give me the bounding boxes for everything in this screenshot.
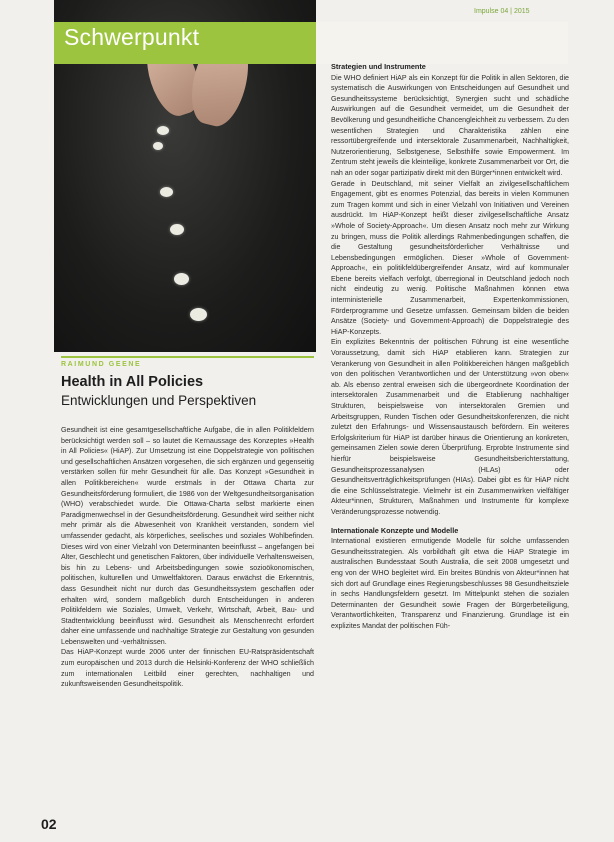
header-band	[316, 22, 568, 64]
page-number: 02	[41, 816, 57, 832]
paragraph: Gesundheit ist eine gesamtgesellschaftliche Aufgabe, die in allen Politikfeldern berücksichtigt werden soll – so lautet die Kernaussage des Konzeptes »Health in All Policies« (HiAP). Zur Umsetzung ist eine Doppelstrategie von politischen und gesellschaftlichen Ansätzen vorgesehen, die sich ergänzen und gegenseitig verstärken sollen für mehr Gesundheit für alle. Das Konzept »Gesundheit in allen Politikbereichen« wurde erstmals in der Ottawa Charta zur Gesundheitsförderung formuliert, die 1986 von der Weltgesundheitsorganisation (WHO) verabschiedet wurde. Die Ottawa-Charta selbst markierte einen Paradigmenwechsel in der Gesundheitsförderung. Gesundheit wird seither nicht mehr primär als die Abwesenheit von Krankheit verstanden, sondern viel umfassender gedacht, als körperliches, seelisches und soziales Wohlbefinden. Dieses wird von einer Vielzahl von Determinanten beeinflusst – angefangen bei Alter, Geschlecht und genetischen Faktoren, über individuelle Verhaltensweisen, bis hin zu Lebens- und Arbeitsbedingungen sowie sozioökonomischen, politischen, kulturellen und Umweltfaktoren. Daraus erwächst die Erkenntnis, dass Gesundheit nicht nur durch das Gesundheitssystem geschaffen oder erhalten wird, sondern maßgeblich durch Entscheidungen in anderen Politikfeldern wie Soziales, Umwelt, Verkehr, Wirtschaft, Arbeit, Bau- und Stadtentwicklung beeinflusst wird. Gesundheit als Menschenrecht erfordert daher eine umfassende und nachhaltige Strategie zur Gestaltung von gesunden Lebenswelten und -verhältnissen.	[61, 426, 314, 646]
issue-label: Impulse 04 | 2015	[474, 8, 530, 15]
spacer	[331, 518, 569, 526]
paragraph: Gerade in Deutschland, mit seiner Vielfalt an zivilgesellschaftlichem Engagement, gibt es enormes Potenzial, das bereits in vielen Kommunen zum Tragen kommt und sich in einer Vielzahl von Initiativen und Vereinen ausdrückt. Im HiAP-Konzept heißt dieser zivilgesellschaftliche Ansatz »Whole of Society-Approach«. Um diesen Ansatz noch mehr zur Wirkung zu bringen, muss die Politik allerdings Rahmenbedingungen schaffen, die die Gestaltung gesundheitsförderlicher Verhältnisse und Lebensbedingungen ermöglichen. Dieser »Whole of Government-Approach«, ein politikfeldübergreifender Ansatz, wird auf kommunaler Ebene bereits vielfach verfolgt, überregional in Deutschland jedoch noch nicht eindeutig zu wenig. Politische Maßnahmen können etwa interministerielle Zusammenarbeit, Expertenkommissionen, Förderprogramme und Gesetze umfassen. Gemeinsam bilden die beiden Ansätze (Society- und Government-Approach) die Doppelstrategie des HiAP-Konzepts.	[331, 179, 569, 336]
author-name: RAIMUND GEENE	[61, 361, 142, 368]
article-subtitle: Entwicklungen und Perspektiven	[61, 393, 257, 408]
crumb	[160, 187, 173, 197]
crumb	[190, 308, 207, 321]
paragraph: International existieren ermutigende Modelle für solche umfassenden Gesundheitsstrategien. Als vorbildhaft gilt etwa die HiAP Strategie im australischen Bundesstaat South Australia, die seit 2008 umgesetzt und eng von der WHO begleitet wird. Ein breites Bündnis von Akteur*innen hat sich dort auf Grundlage eines Regierungsbeschlusses 98 Gesundheitsziele in sechs Handlungsfeldern gesetzt. Im Mittelpunkt stehen die sozialen Determinanten der Gesundheit sowie Fragen der Bürgerbeteiligung, Verantwortlichkeiten, Transparenz und Finanzierung. Grundlage ist ein explizites Mandat der politischen Füh-	[331, 537, 569, 630]
subheading: Strategien und Instrumente	[331, 62, 426, 71]
article-title: Health in All Policies	[61, 374, 204, 390]
paragraph: Das HiAP-Konzept wurde 2006 unter der finnischen EU-Ratspräsidentschaft zum europäischen und 2013 durch die Helsinki-Konferenz der WHO schließlich zum internationalen Leitbild einer gerechten, nachhaltigen und zukunftsweisenden Gesundheitspolitik.	[61, 648, 314, 689]
section-title: Schwerpunkt	[64, 24, 200, 50]
right-column	[331, 62, 569, 837]
subheading: Internationale Konzepte und Modelle	[331, 525, 459, 535]
crumb	[157, 126, 169, 135]
paragraph: Ein explizites Bekenntnis der politischen Führung ist eine wesentliche Voraussetzung, damit sich HiAP etablieren kann. Strategien zur Verankerung von Gesundheit in allen Politikbereichen hängen maßgeblich von den politischen Verantwortlichen und der Unterstützung »von oben« ab. Als ebenso zentral erweisen sich die übergeordnete Koordination der intersektoralen Zusammenarbeit und die Etablierung nachhaltiger Strukturen, beispielsweise von intersektoralen Gremien und Arbeitsgruppen, Runden Tischen oder Gesundheitskonferenzen, die nicht zuletzt den Erfahrungs- und Wissensaustausch befördern. Ein weiteres Erfolgskriterium für HiAP ist darüber hinaus die Orientierung an konkreten, gemeinsamen Zielen sowie deren Überprüfung. Erprobte Instrumente sind hierfür beispielsweise Gesundheitsberichterstattung, Gesundheitsprozessanalysen (HLAs) oder Gesundheitsverträglichkeitsprüfungen (HIAs). Dabei gibt es für HiAP nicht die eine Schlüsselstrategie. Vielmehr ist ein Zusammenwirken vielfältiger Akteur*innen, Strukturen, Maßnahmen und Instrumente für komplexe Veränderungsprozesse notwendig.	[331, 338, 569, 516]
left-column	[61, 425, 314, 823]
crumb	[153, 142, 163, 150]
title-rule	[61, 356, 314, 358]
crumb	[174, 273, 189, 285]
crumb	[170, 224, 184, 235]
paragraph: Die WHO definiert HiAP als ein Konzept für die Politik in allen Sektoren, die systematisch die Auswirkungen von Entscheidungen auf Gesundheit und Gesundheitssysteme berücksichtigt, Synergien sucht und schädliche Auswirkungen auf die Gesundheit vermeidet, um die Gesundheit der Bevölkerung und gesundheitliche Chancengleichheit zu verbessern. Zu den wesentlichen Strategien und Charakteristika zählen eine ressortübergreifende und intersektorale Zusammenarbeit, Nachhaltigkeit, Nutzerorientierung, Selbstgenese, Selbsthilfe sowie Empowerment. Im Zentrum steht jeweils die kleinteilige, konkrete Zusammenarbeit vor Ort, die nah an oder sogar partizipativ direkt mit den Bürger*innen entwickelt wird.	[331, 73, 569, 177]
